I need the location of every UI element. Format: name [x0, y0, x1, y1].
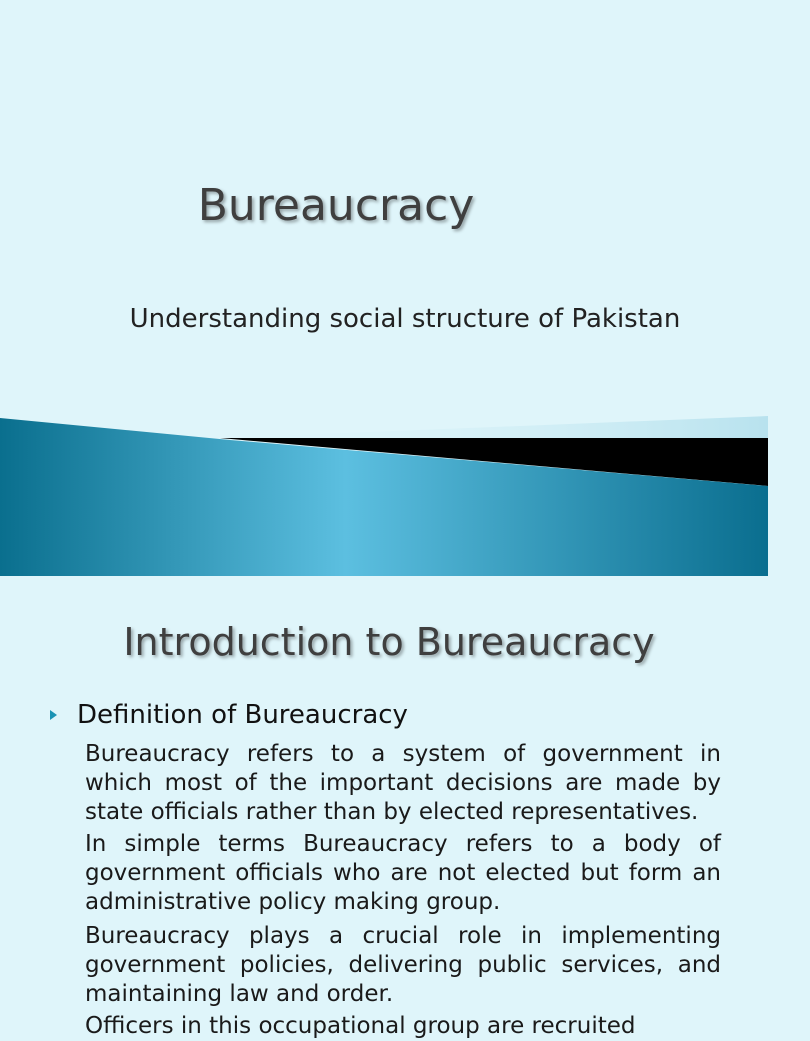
band-pale-wedge — [220, 416, 768, 440]
bullet-item — [50, 700, 408, 730]
bullet-heading: Definition of Bureaucracy — [77, 700, 408, 730]
triangle-right-icon — [50, 710, 57, 720]
slide-subtitle: Understanding social structure of Pakistan — [129, 304, 681, 334]
paragraph-simple-terms: In simple terms Bureaucracy refers to a body of government officials who are not elected but form an administrative policy making group. — [85, 831, 721, 915]
slide-introduction-heading: Introduction to Bureaucracy — [123, 620, 655, 664]
paragraph-role: Bureaucracy plays a crucial role in implementing government policies, delivering public services, and maintaining law and order. — [85, 923, 721, 1007]
slide-title-heading: Bureaucracy — [197, 180, 475, 231]
paragraph-definition: Bureaucracy refers to a system of government in which most of the important decisions are made by state officials rather than by elected representatives. — [85, 741, 721, 825]
slide-introduction — [0, 576, 768, 1039]
paragraph-officers: Officers in this occupational group are recruited — [85, 1013, 636, 1039]
decorative-wave-band — [0, 410, 768, 576]
